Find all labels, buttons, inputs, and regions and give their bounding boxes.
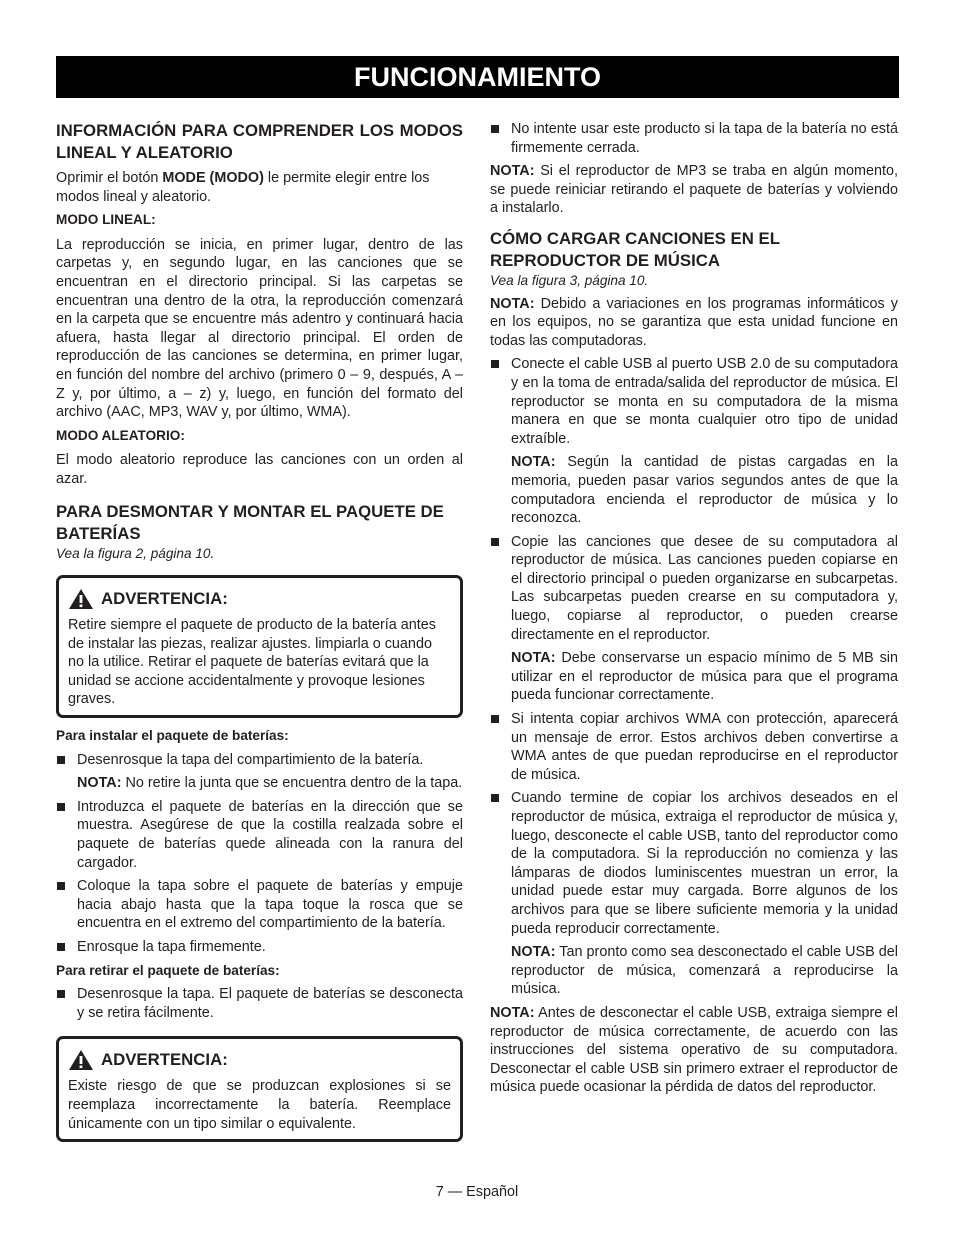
warning-text-2: Existe riesgo de que se produzcan explosiones si se reemplaza incorrectamente la batería. Reemplace únicamente con un tipo similar o equivalente. xyxy=(68,1078,451,1132)
install-step-3 xyxy=(56,877,463,933)
load-step-3-text: Si intenta copiar archivos WMA con protección, aparecerá un mensaje de error. Estos archivos deben convertirse a WMA antes de que puedan reproducirse en el reproductor de música. xyxy=(511,711,898,783)
load-step-2 xyxy=(490,533,898,645)
install-step-2 xyxy=(56,798,463,872)
cap-warning-bullet xyxy=(490,120,898,157)
bullet-square-icon xyxy=(57,882,65,890)
warning-title-2: ADVERTENCIA: xyxy=(101,1050,228,1070)
bullet-square-icon xyxy=(491,538,499,546)
bullet-square-icon xyxy=(491,125,499,133)
remove-label: Para retirar el paquete de baterías: xyxy=(56,962,280,978)
load-step-1-note-text: Según la cantidad de pistas cargadas en la memoria, pueden pasar varios segundos antes de que la computadora encienda el reproductor de música y lo reconozca. xyxy=(511,454,898,527)
usb-disconnect-note-text: Antes de desconectar el cable USB, extraiga siempre el reproductor de música correctamente, de acuerdo con las instrucciones del sistema operativo de su computadora. Desconectar el cable USB sin primero extraer el reproductor de música puede ocasionar la pérdida de datos del reproductor. xyxy=(490,1004,898,1096)
warning-triangle-icon xyxy=(68,588,94,610)
load-step-4 xyxy=(490,789,898,938)
warning-header-2 xyxy=(68,1049,451,1071)
install-step-1 xyxy=(56,751,463,770)
modes-intro-text-b: le permite elegir entre los modos lineal y aleatorio. xyxy=(56,170,430,205)
note-label: NOTA: xyxy=(490,295,535,312)
note-label: NOTA: xyxy=(77,775,122,792)
load-step-1-text: Conecte el cable USB al puerto USB 2.0 de su computadora y en la toma de entrada/salida del reproductor de música. El reproductor se monta en su computadora de la misma manera en que se monta cualquier otro tipo de unidad extraíble. xyxy=(511,356,898,447)
warning-title-1: ADVERTENCIA: xyxy=(101,588,228,608)
bullet-square-icon xyxy=(57,803,65,811)
note-label: NOTA: xyxy=(511,454,556,471)
note-label: NOTA: xyxy=(490,163,535,180)
modo-aleatorio-text: El modo aleatorio reproduce las canciones con un orden al azar. xyxy=(56,452,463,487)
cap-warning-text: No intente usar este producto si la tapa de la batería no está firmemente cerrada. xyxy=(511,121,898,156)
bullet-square-icon xyxy=(491,794,499,802)
install-note xyxy=(56,774,463,793)
load-step-2-text: Copie las canciones que desee de su computadora al reproductor de música. Las canciones pueden copiarse en el directorio principal o pueden organizarse en subcarpetas. Las subcarpetas pueden crearse en su computadora y, luego, copiarse al reproductor, o pueden crearse directamente en el reproductor. xyxy=(511,533,898,643)
bullet-square-icon xyxy=(57,943,65,951)
warning-triangle-icon xyxy=(68,1049,94,1071)
install-step-3-text: Coloque la tapa sobre el paquete de baterías y empuje hacia abajo hasta que la tapa toque la rosca que se encuentra en el extremo del compartimiento de la batería. xyxy=(77,878,463,932)
warning-text-1: Retire siempre el paquete de producto de la batería antes de instalar las piezas, realizar ajustes. limpiarla o cuando no la utilice. Retirar el paquete de baterías evitará que la unidad se accione accidentalmente y provoque lesiones graves. xyxy=(68,617,436,708)
reset-note xyxy=(490,162,898,218)
modo-lineal-text: La reproducción se inicia, en primer lugar, dentro de las carpetas y, en segundo lugar, en las canciones que se encuentran en el directorio principal. Si las carpetas se encuentran una dentro de la otra, la reproducción comenzará en la carpeta que se encuentre más adentro y continuará hacia afuera, hasta llegar al directorio principal. El orden de reproducción de las canciones se determina, en primer lugar, en función del nombre del archivo (primero 0 – 9, después, A – Z y, por último, a – z) y, luego, en función del formato del archivo (AAC, MP3, WAV y, por último, WMA). xyxy=(56,236,463,421)
modo-aleatorio-label: MODO ALEATORIO: xyxy=(56,427,185,443)
compat-note xyxy=(490,295,898,351)
modes-heading: INFORMACIÓN PARA COMPRENDER LOS MODOS LINEAL Y ALEATORIO xyxy=(56,121,463,162)
mode-button-name: MODE (MODO) xyxy=(162,170,264,186)
bullet-square-icon xyxy=(57,756,65,764)
warning-box-2 xyxy=(56,1036,463,1142)
modes-intro-text-a: Oprimir el botón xyxy=(56,170,163,186)
remove-step-1-text: Desenrosque la tapa. El paquete de baterías se desconecta y se retira fácilmente. xyxy=(77,986,463,1021)
install-label: Para instalar el paquete de baterías: xyxy=(56,728,289,744)
install-step-2-text: Introduzca el paquete de baterías en la dirección que se muestra. Asegúrese de que la costilla realzada sobre el paquete de baterías quede alineada con la ranura del cargador. xyxy=(77,798,463,871)
load-step-3 xyxy=(490,710,898,784)
bullet-square-icon xyxy=(57,990,65,998)
load-step-4-note xyxy=(490,943,898,999)
battery-figure-ref: Vea la figura 2, página 10. xyxy=(56,545,215,561)
left-column xyxy=(56,120,463,1142)
bullet-square-icon xyxy=(491,715,499,723)
bullet-square-icon xyxy=(491,360,499,368)
install-step-4-text: Enrosque la tapa firmemente. xyxy=(77,939,266,955)
compat-note-text: Debido a variaciones en los programas informáticos y en los equipos, no se garantiza que esta unidad funcione en todas las computadoras. xyxy=(490,295,898,349)
load-songs-heading: CÓMO CARGAR CANCIONES EN EL REPRODUCTOR DE MÚSICA xyxy=(490,228,780,270)
load-step-4-text: Cuando termine de copiar los archivos deseados en el reproductor de música, extraiga el reproductor de música y, luego, desconecte el cable USB, tanto del reproductor como de la computadora. Si la reproducción no comienza y las lámparas de diodos luminiscentes muestran un error, la unidad puede estar muy cargada. Borre algunos de los archivos para que se libere suficiente memoria y la unidad pueda reproducir correctamente. xyxy=(511,790,898,937)
install-step-1-text: Desenrosque la tapa del compartimiento de la batería. xyxy=(77,751,424,768)
load-step-2-note xyxy=(490,649,898,705)
load-step-1 xyxy=(490,355,898,448)
modes-intro xyxy=(56,169,463,206)
warning-box-1 xyxy=(56,575,463,718)
note-label: NOTA: xyxy=(511,944,556,961)
note-label: NOTA: xyxy=(490,1004,535,1021)
right-column xyxy=(490,120,898,1097)
warning-header-1 xyxy=(68,588,451,610)
reset-note-text: Si el reproductor de MP3 se traba en algún momento, se puede reiniciar retirando el paquete de baterías y volviendo a instalarlo. xyxy=(490,163,898,217)
usb-disconnect-note xyxy=(490,1004,898,1097)
page-title: FUNCIONAMIENTO xyxy=(56,56,899,98)
load-songs-figure-ref: Vea la figura 3, página 10. xyxy=(490,272,649,288)
load-step-2-note-text: Debe conservarse un espacio mínimo de 5 MB sin utilizar en el reproductor de música para que el programa pueda funcionar correctamente. xyxy=(511,650,898,704)
load-step-4-note-text: Tan pronto como sea desconectado el cable USB del reproductor de música, comenzará a reproducirse la música. xyxy=(511,944,898,998)
battery-heading: PARA DESMONTAR Y MONTAR EL PAQUETE DE BATERÍAS xyxy=(56,501,444,543)
remove-step-1 xyxy=(56,985,463,1022)
modo-lineal-label: MODO LINEAL: xyxy=(56,212,156,228)
page-number: 7 — Español xyxy=(435,1184,519,1200)
note-label: NOTA: xyxy=(511,650,556,667)
install-step-4 xyxy=(56,938,463,957)
install-note-text: No retire la junta que se encuentra dentro de la tapa. xyxy=(121,775,463,792)
load-step-1-note xyxy=(490,453,898,527)
